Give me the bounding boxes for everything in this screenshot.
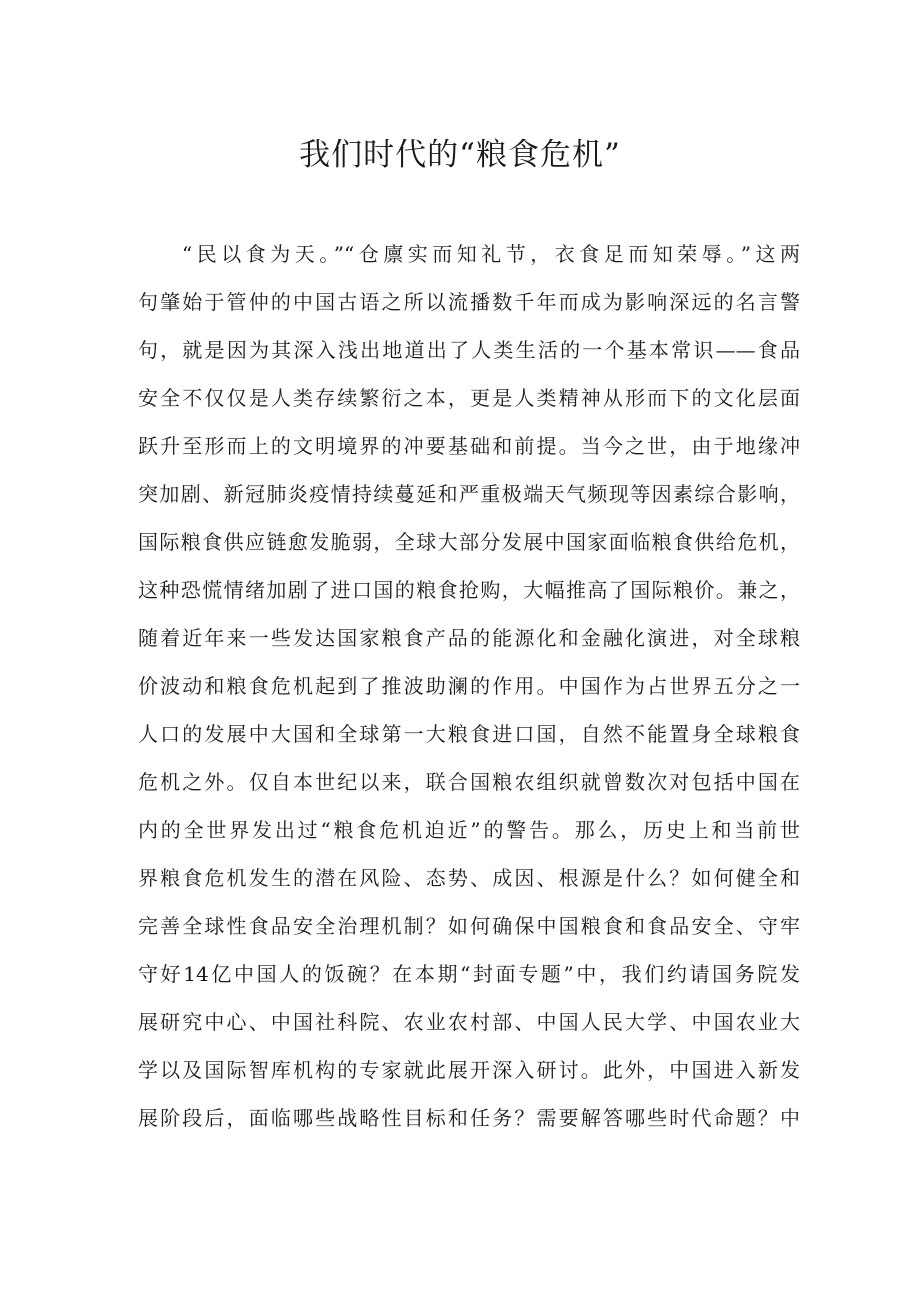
paragraph-line: 展研究中心、中国社科院、农业农村部、中国人民大学、中国农业大 xyxy=(138,1010,800,1034)
paragraph-line: 守好14亿中国人的饭碗？在本期“封面专题”中，我们约请国务院发 xyxy=(138,962,800,986)
body-paragraph xyxy=(138,230,800,1142)
paragraph-line: 句肇始于管仲的中国古语之所以流播数千年而成为影响深远的名言警 xyxy=(138,290,800,314)
paragraph-line: 这种恐慌情绪加剧了进口国的粮食抢购，大幅推高了国际粮价。兼之， xyxy=(138,578,800,602)
paragraph-line: 价波动和粮食危机起到了推波助澜的作用。中国作为占世界五分之一 xyxy=(138,674,800,698)
paragraph-line: “民以食为天。”“仓廪实而知礼节，衣食足而知荣辱。”这两 xyxy=(182,242,800,266)
paragraph-line: 界粮食危机发生的潜在风险、态势、成因、根源是什么？如何健全和 xyxy=(138,866,800,890)
paragraph-line: 突加剧、新冠肺炎疫情持续蔓延和严重极端天气频现等因素综合影响， xyxy=(138,482,800,506)
paragraph-line: 危机之外。仅自本世纪以来，联合国粮农组织就曾数次对包括中国在 xyxy=(138,770,800,794)
paragraph-line: 完善全球性食品安全治理机制？如何确保中国粮食和食品安全、守牢 xyxy=(138,914,800,938)
paragraph-line: 跃升至形而上的文明境界的冲要基础和前提。当今之世，由于地缘冲 xyxy=(138,434,800,458)
paragraph-line: 句，就是因为其深入浅出地道出了人类生活的一个基本常识——食品 xyxy=(138,338,800,362)
page-title: 我们时代的“粮食危机” xyxy=(299,137,621,173)
paragraph-line: 安全不仅仅是人类存续繁衍之本，更是人类精神从形而下的文化层面 xyxy=(138,386,800,410)
paragraph-line: 随着近年来一些发达国家粮食产品的能源化和金融化演进，对全球粮 xyxy=(138,626,800,650)
paragraph-line: 人口的发展中大国和全球第一大粮食进口国，自然不能置身全球粮食 xyxy=(138,722,800,746)
paragraph-line: 内的全世界发出过“粮食危机迫近”的警告。那么，历史上和当前世 xyxy=(138,818,800,842)
paragraph-line: 展阶段后，面临哪些战略性目标和任务？需要解答哪些时代命题？中 xyxy=(138,1106,800,1130)
paragraph-line: 学以及国际智库机构的专家就此展开深入研讨。此外，中国进入新发 xyxy=(138,1058,800,1082)
paragraph-line: 国际粮食供应链愈发脆弱，全球大部分发展中国家面临粮食供给危机， xyxy=(138,530,800,554)
